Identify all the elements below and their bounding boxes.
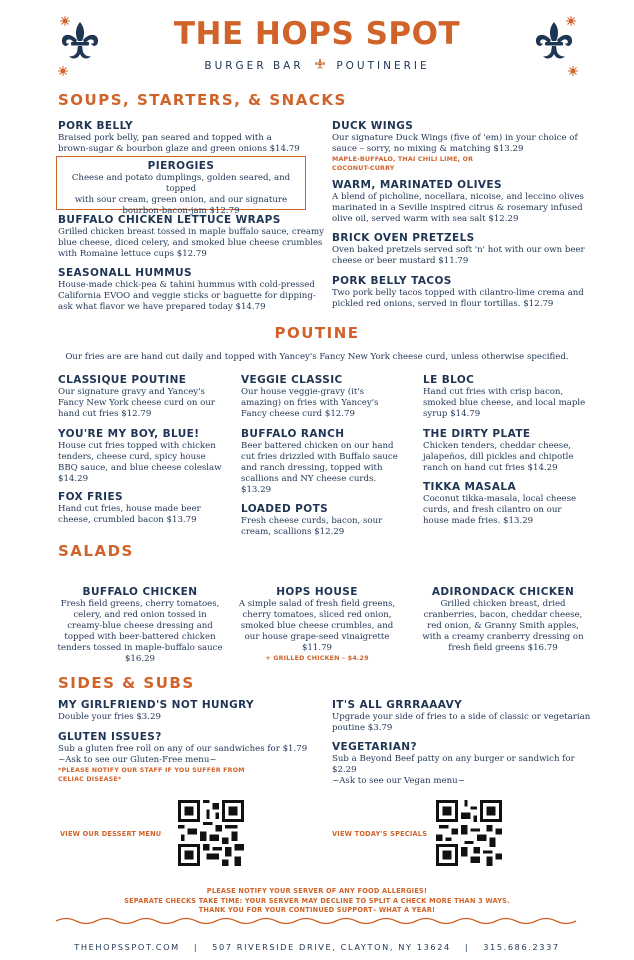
item-desc: amazing) on fries with Yancey's [241, 398, 379, 408]
item-note: + GRILLED CHICKEN – $4.29 [265, 655, 369, 662]
item-name: BRICK OVEN PRETZELS [332, 232, 475, 244]
menu-item-classique [58, 374, 238, 420]
item-name: PIEROGIES [147, 160, 215, 172]
menu-item-buffalo-salad [50, 586, 230, 665]
item-desc: ask what flavor we have prepared today $14.79 [58, 302, 266, 312]
menu-item-dirty [423, 428, 603, 474]
notice-line: PLEASE NOTIFY YOUR SERVER OF ANY FOOD ALLERGIES! [206, 887, 428, 895]
item-note: *PLEASE NOTIFY OUR STAFF IF YOU SUFFER FROM [58, 767, 245, 774]
menu-item-ranch [241, 428, 421, 496]
item-desc: bourbon-bacon-jam $12.79 [122, 206, 240, 216]
menu-item-fox [58, 491, 238, 526]
poutine-intro-text: Our fries are are hand cut daily and topped with Yancey's Fancy New York cheese curd, unless otherwise specified. [65, 352, 569, 362]
item-desc: Double your fries $3.29 [58, 712, 161, 722]
menu-item-pork-belly [58, 120, 318, 155]
item-desc: House-made chick-pea & tahini hummus with cold-pressed [58, 280, 315, 290]
item-desc: house made fries. $13.29 [423, 516, 534, 526]
item-desc: hand cut fries $12.79 [58, 409, 152, 419]
menu-item-blue [58, 428, 238, 485]
menu-item-hummus [58, 267, 328, 313]
item-desc: Coconut tikka-masala, local cheese [423, 494, 577, 504]
item-desc: cream, scallions $12.29 [241, 527, 345, 537]
item-desc: A simple salad of fresh field greens, [238, 599, 396, 609]
item-desc: cherry tomatoes, sliced red onion, [242, 610, 392, 620]
item-name: CLASSIQUE POUTINE [58, 374, 187, 386]
item-desc: Braised pork belly, pan seared and topped with a [58, 133, 272, 143]
item-name: PORK BELLY [58, 120, 134, 132]
menu-item-bloc [423, 374, 603, 420]
item-desc: red onion, & Granny Smith apples, [427, 621, 579, 631]
item-desc: ~Ask to see our Vegan menu~ [332, 776, 465, 786]
menu-item-pretzels [332, 232, 602, 267]
item-desc: Hand cut fries with crisp bacon, [423, 387, 564, 397]
notice-line: SEPARATE CHECKS TAKE TIME: YOUR SERVER MAY DECLINE TO SPLIT A CHECK MORE THAN 3 WAYS. [124, 896, 510, 905]
notice-line: THANK YOU FOR YOUR CONTINUED SUPPORT– WHAT A YEAR! [198, 906, 436, 914]
item-name: PORK BELLY TACOS [332, 275, 452, 287]
item-desc: scallions and NY cheese curds. [241, 474, 377, 484]
item-name: ADIRONDACK CHICKEN [431, 586, 575, 598]
menu-item-loaded [241, 503, 421, 538]
item-desc: our house grape-seed vinaigrette [244, 632, 390, 642]
dessert-menu-label[interactable]: VIEW OUR DESSERT MENU [60, 830, 162, 838]
section-heading-sides: SIDES & SUBS [58, 674, 195, 692]
item-desc: Our signature gravy and Yancey's [58, 387, 205, 397]
item-desc: BBQ sauce, and blue cheese coleslaw [58, 463, 222, 473]
item-desc: with sour cream, green onion, and our signature [74, 195, 288, 205]
item-name: LOADED POTS [241, 503, 329, 515]
item-desc: cut fries drizzled with Buffalo sauce [241, 452, 398, 462]
menu-item-tikka [423, 481, 603, 527]
menu-item-duck-wings [332, 120, 602, 173]
footer: THEHOPSSPOT.COM | 507 RIVERSIDE DRIVE, CLAYTON, NY 13624 | 315.686.2337 [74, 942, 560, 952]
item-desc: sauce – sorry, no mixing & matching $13.29 [332, 144, 524, 154]
subtitle-right: POUTINERIE [336, 60, 430, 72]
item-name: IT'S ALL GRRRAAAVY [332, 699, 463, 711]
qr-code-icon[interactable] [436, 800, 502, 866]
item-desc: poutine $3.79 [332, 723, 393, 733]
item-desc: marinated in a Seville inspired citrus & rosemary infused [332, 203, 583, 213]
item-desc: $16.29 [124, 654, 156, 664]
menu-item-gravy [332, 699, 602, 734]
menu-item-veggie [241, 374, 421, 420]
item-desc: with Romaine lettuce cups $12.79 [58, 249, 207, 259]
section-heading-salads: SALADS [58, 542, 134, 560]
menu-item-girlfriend [58, 699, 328, 723]
item-name: THE DIRTY PLATE [423, 428, 531, 440]
restaurant-subtitle [0, 58, 634, 72]
item-note: MAPLE-BUFFALO, THAI CHILI LIME, OR [332, 156, 474, 163]
fleur-de-lis-small-icon [314, 58, 326, 70]
item-desc: Our house veggie-gravy (it's [241, 387, 365, 397]
item-name: TIKKA MASALA [423, 481, 517, 493]
menu-item-adirondack [408, 586, 598, 654]
item-name: LE BLOC [423, 374, 475, 386]
item-desc: with a creamy cranberry dressing on [422, 632, 584, 642]
item-desc: ~Ask to see our Gluten-Free menu~ [58, 755, 217, 765]
item-name: WARM, MARINATED OLIVES [332, 179, 502, 191]
item-desc: tenders, cheese curd, spicy house [58, 452, 206, 462]
item-desc: Fresh cheese curds, bacon, sour [241, 516, 383, 526]
item-name: HOPS HOUSE [276, 586, 358, 598]
item-desc: olive oil, served warm with sea salt $12.29 [332, 214, 519, 224]
menu-item-vegetarian [332, 741, 602, 787]
menu-item-buffalo-wraps [58, 214, 328, 260]
item-name: BUFFALO RANCH [241, 428, 345, 440]
menu-item-olives [332, 179, 602, 225]
item-desc: California EVOO and veggie sticks or baguette for dipping- [58, 291, 316, 301]
item-desc: jalapeños, dill pickles and chipotle [423, 452, 574, 462]
item-desc: smoked blue cheese, and local maple [423, 398, 586, 408]
item-desc: Sub a gluten free roll on any of our sandwiches for $1.79 [58, 744, 308, 754]
menu-item-gluten [58, 731, 328, 784]
qr-code-icon[interactable] [178, 800, 244, 866]
item-desc: Fresh field greens, cherry tomatoes, [60, 599, 220, 609]
item-name: VEGETARIAN? [332, 741, 417, 753]
item-desc: $14.29 [58, 474, 89, 484]
item-desc: Hand cut fries, house made beer [58, 504, 201, 514]
item-desc: Upgrade your side of fries to a side of classic or vegetarian [332, 712, 591, 722]
website-link[interactable]: THEHOPSSPOT.COM [74, 942, 180, 952]
item-note: COCONUT-CURRY [332, 165, 395, 172]
restaurant-title: THE HOPS SPOT [173, 16, 461, 52]
item-desc: cheese or beer mustard $11.79 [332, 256, 469, 266]
item-desc: Our signature Duck Wings (five of 'em) in your choice of [332, 133, 578, 143]
item-note: CELIAC DISEASE* [58, 776, 122, 783]
item-desc: Cheese and potato dumplings, golden seared, and topped [71, 173, 291, 194]
address: 507 RIVERSIDE DRIVE, CLAYTON, NY 13624 [212, 942, 451, 952]
wave-divider [56, 916, 578, 926]
poutine-intro [0, 352, 634, 363]
item-desc: blue cheese, diced celery, and smoked blue cheese crumbles [58, 238, 323, 248]
item-name: FOX FRIES [58, 491, 123, 503]
item-desc: Grilled chicken breast tossed in maple buffalo sauce, creamy [58, 227, 325, 237]
phone-number[interactable]: 315.686.2337 [483, 942, 560, 952]
specials-label[interactable]: VIEW TODAY'S SPECIALS [332, 830, 428, 838]
item-desc: ranch on hand cut fries $14.29 [423, 463, 558, 473]
item-desc: celery, and red onion tossed in [73, 610, 207, 620]
item-desc: Grilled chicken breast, dried [440, 599, 566, 609]
item-name: SEASONALL HUMMUS [58, 267, 192, 279]
item-desc: syrup $14.79 [423, 409, 481, 419]
menu-item-hops-house [227, 586, 407, 663]
section-heading-soups: SOUPS, STARTERS, & SNACKS [58, 91, 347, 109]
item-name: YOU'RE MY BOY, BLUE! [58, 428, 200, 440]
item-desc: Fancy cheese curd $12.79 [241, 409, 355, 419]
item-desc: fresh field greens $16.79 [448, 643, 558, 653]
item-desc: cranberries, bacon, cheddar cheese, [423, 610, 583, 620]
item-desc: brown-sugar & bourbon glaze and green onions $14.79 [58, 144, 300, 154]
item-desc: smoked blue cheese crumbles, and [240, 621, 394, 631]
item-desc: A blend of picholine, nocellara, nicoise, and leccino olives [332, 192, 584, 202]
item-name: GLUTEN ISSUES? [58, 731, 162, 743]
item-desc: topped with beer-battered chicken [64, 632, 216, 642]
item-desc: creamy-blue cheese dressing and [67, 621, 213, 631]
menu-item-tacos [332, 275, 602, 310]
item-desc: cheese, crumbled bacon $13.79 [58, 515, 197, 525]
item-desc: Beer battered chicken on our hand [241, 441, 394, 451]
item-name: MY GIRLFRIEND'S NOT HUNGRY [58, 699, 255, 711]
item-desc: Two pork belly tacos topped with cilantro-lime crema and [332, 288, 584, 298]
item-name: VEGGIE CLASSIC [241, 374, 343, 386]
item-desc: $11.79 [301, 643, 333, 653]
item-name: BUFFALO CHICKEN LETTUCE WRAPS [58, 214, 281, 226]
section-heading-poutine: POUTINE [274, 324, 360, 342]
item-desc: and ranch dressing, topped with [241, 463, 383, 473]
item-name: DUCK WINGS [332, 120, 414, 132]
item-desc: curds, and fresh cilantro on our [423, 505, 562, 515]
item-desc: Chicken tenders, cheddar cheese, [423, 441, 572, 451]
item-desc: House cut fries topped with chicken [58, 441, 216, 451]
subtitle-left: BURGER BAR [204, 60, 304, 72]
item-desc: Sub a Beyond Beef patty on any burger or sandwich for $2.29 [332, 754, 575, 775]
item-desc: Fancy New York cheese curd on our [58, 398, 215, 408]
item-name: BUFFALO CHICKEN [82, 586, 198, 598]
item-desc: $13.29 [241, 485, 272, 495]
item-desc: pickled red onions, served in flour tortillas. $12.79 [332, 299, 554, 309]
menu-item-pierogies [58, 160, 304, 217]
item-desc: Oven baked pretzels served soft 'n' hot with our own beer [332, 245, 585, 255]
item-desc: tenders tossed in maple-buffalo sauce [57, 643, 223, 653]
allergy-notice [0, 887, 634, 916]
